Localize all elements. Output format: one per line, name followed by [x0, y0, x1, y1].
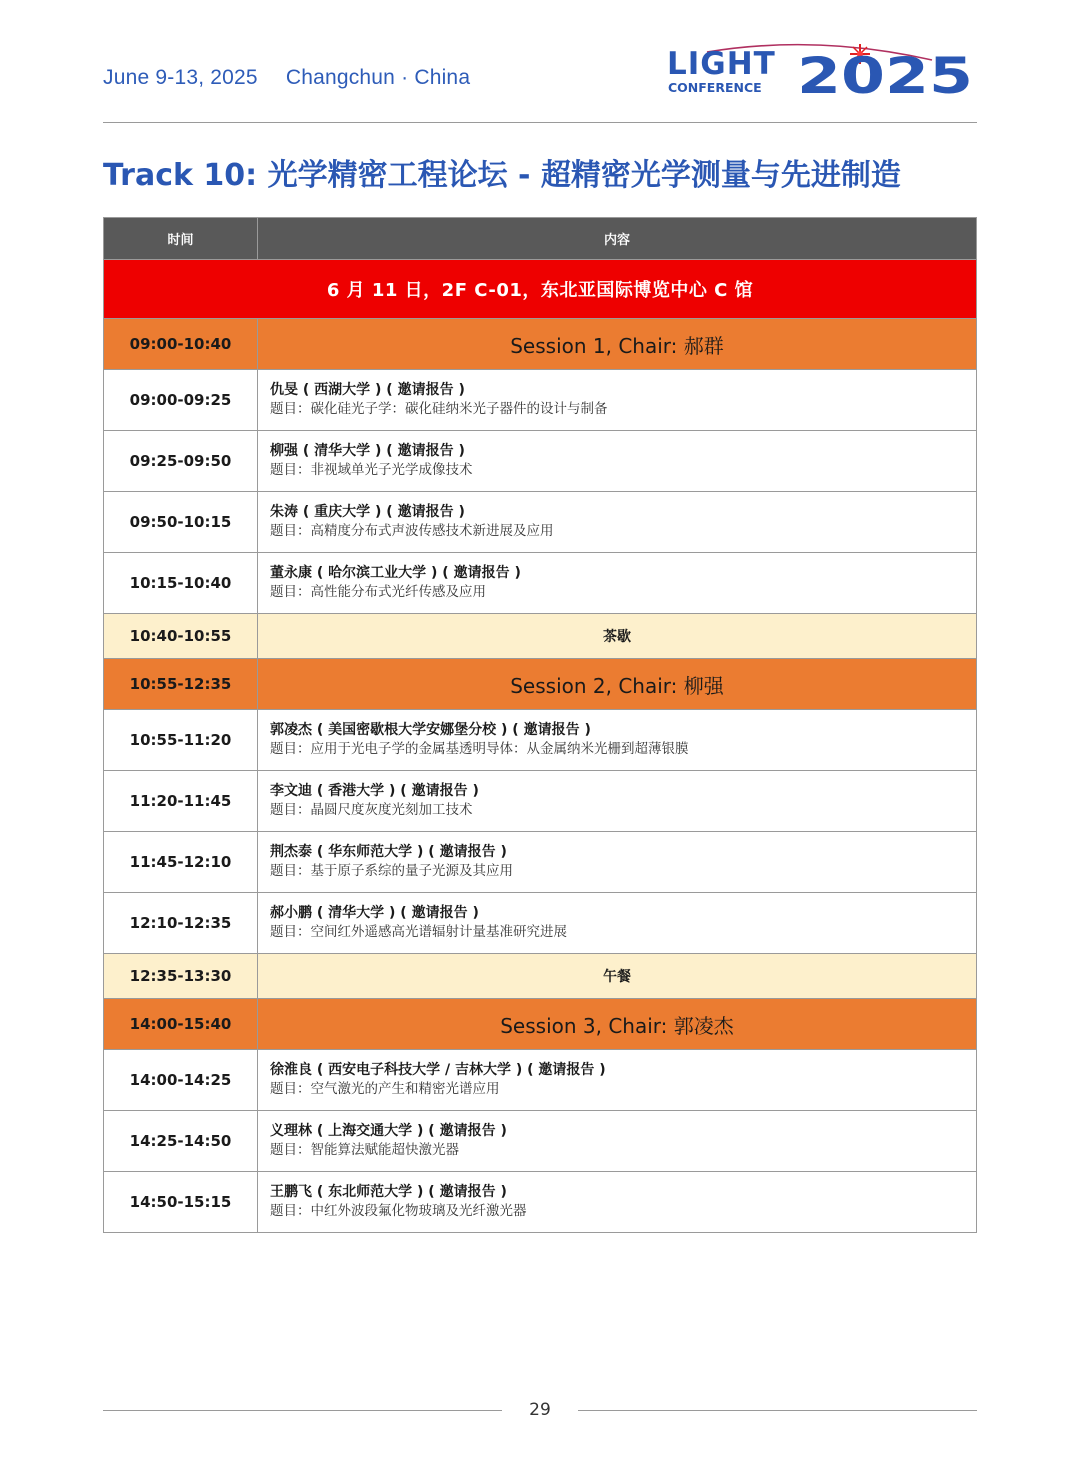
- footer-divider-left: [103, 1410, 502, 1411]
- footer-divider-right: [578, 1410, 977, 1411]
- talk-topic: 题目：基于原子系综的量子光源及其应用: [270, 863, 513, 879]
- talk-topic: 题目：非视域单光子光学成像技术: [270, 462, 473, 478]
- page-header: [103, 40, 977, 122]
- talk-topic: 题目：中红外波段氟化物玻璃及光纤激光器: [270, 1203, 527, 1219]
- session-time: 14:00-15:40: [104, 999, 258, 1050]
- header-divider: [103, 122, 977, 123]
- event-dates: June 9-13, 2025: [103, 66, 258, 89]
- talk-time: 10:55-11:20: [104, 710, 258, 771]
- session-chair: Session 1, Chair: 郝群: [258, 319, 977, 370]
- talk-topic: 题目：高精度分布式声波传感技术新进展及应用: [270, 523, 554, 539]
- table-row: [104, 771, 977, 832]
- session-row: [104, 999, 977, 1050]
- logo-sub: CONFERENCE: [668, 80, 762, 95]
- light-conference-logo: [667, 40, 977, 100]
- talk-topic: 题目：空间红外遥感高光谱辐射计量基准研究进展: [270, 924, 567, 940]
- column-header-time: 时间: [104, 218, 258, 260]
- talk-time: 14:50-15:15: [104, 1172, 258, 1233]
- talk-speaker: 仇旻 ( 西湖大学 ) ( 邀请报告 ): [270, 382, 465, 398]
- talk-time: 14:00-14:25: [104, 1050, 258, 1111]
- talk-topic: 题目：晶圆尺度灰度光刻加工技术: [270, 802, 473, 818]
- talk-speaker: 荆杰泰 ( 华东师范大学 ) ( 邀请报告 ): [270, 844, 507, 860]
- talk-speaker: 郝小鹏 ( 清华大学 ) ( 邀请报告 ): [270, 905, 479, 921]
- talk-topic: 题目：应用于光电子学的金属基透明导体：从金属纳米光栅到超薄银膜: [270, 741, 689, 757]
- talk-time: 09:50-10:15: [104, 492, 258, 553]
- break-row: [104, 954, 977, 999]
- talk-time: 12:10-12:35: [104, 893, 258, 954]
- talk-speaker: 徐淮良 ( 西安电子科技大学 / 吉林大学 ) ( 邀请报告 ): [270, 1062, 606, 1078]
- talk-topic: 题目：碳化硅光子学：碳化硅纳米光子器件的设计与制备: [270, 401, 608, 417]
- table-row: [104, 553, 977, 614]
- logo-year: 2025: [797, 47, 973, 100]
- table-row: [104, 832, 977, 893]
- table-row: [104, 431, 977, 492]
- event-location: Changchun · China: [285, 66, 471, 89]
- talk-topic: 题目：空气激光的产生和精密光谱应用: [270, 1081, 500, 1097]
- talk-time: 11:45-12:10: [104, 832, 258, 893]
- talk-speaker: 朱涛 ( 重庆大学 ) ( 邀请报告 ): [270, 504, 465, 520]
- logo-word: LIGHT: [667, 46, 776, 82]
- break-label: 午餐: [258, 954, 977, 999]
- table-row: [104, 710, 977, 771]
- break-label: 茶歇: [258, 614, 977, 659]
- table-row: [104, 1111, 977, 1172]
- table-row: [104, 893, 977, 954]
- talk-speaker: 柳强 ( 清华大学 ) ( 邀请报告 ): [270, 443, 465, 459]
- talk-time: 11:20-11:45: [104, 771, 258, 832]
- talk-speaker: 郭凌杰 ( 美国密歇根大学安娜堡分校 ) ( 邀请报告 ): [270, 722, 591, 738]
- event-info: [103, 66, 492, 90]
- break-time: 10:40-10:55: [104, 614, 258, 659]
- session-row: [104, 659, 977, 710]
- column-header-content: 内容: [258, 218, 977, 260]
- table-row: [104, 492, 977, 553]
- talk-topic: 题目：高性能分布式光纤传感及应用: [270, 584, 486, 600]
- talk-speaker: 董永康 ( 哈尔滨工业大学 ) ( 邀请报告 ): [270, 565, 521, 581]
- break-row: [104, 614, 977, 659]
- page-title: Track 10: 光学精密工程论坛 - 超精密光学测量与先进制造: [103, 158, 901, 193]
- talk-speaker: 李文迪 ( 香港大学 ) ( 邀请报告 ): [270, 783, 479, 799]
- talk-time: 09:25-09:50: [104, 431, 258, 492]
- table-row: [104, 1172, 977, 1233]
- date-venue-row: 6 月 11 日，2F C-01，东北亚国际博览中心 C 馆: [104, 260, 977, 319]
- talk-speaker: 义理林 ( 上海交通大学 ) ( 邀请报告 ): [270, 1123, 507, 1139]
- talk-topic: 题目：智能算法赋能超快激光器: [270, 1142, 459, 1158]
- session-time: 09:00-10:40: [104, 319, 258, 370]
- schedule-table: [103, 217, 977, 1233]
- break-time: 12:35-13:30: [104, 954, 258, 999]
- table-row: [104, 1050, 977, 1111]
- session-chair: Session 2, Chair: 柳强: [258, 659, 977, 710]
- session-time: 10:55-12:35: [104, 659, 258, 710]
- talk-time: 14:25-14:50: [104, 1111, 258, 1172]
- talk-time: 09:00-09:25: [104, 370, 258, 431]
- page-number: 29: [529, 1400, 551, 1420]
- table-row: [104, 370, 977, 431]
- talk-time: 10:15-10:40: [104, 553, 258, 614]
- session-row: [104, 319, 977, 370]
- talk-speaker: 王鹏飞 ( 东北师范大学 ) ( 邀请报告 ): [270, 1184, 507, 1200]
- session-chair: Session 3, Chair: 郭凌杰: [258, 999, 977, 1050]
